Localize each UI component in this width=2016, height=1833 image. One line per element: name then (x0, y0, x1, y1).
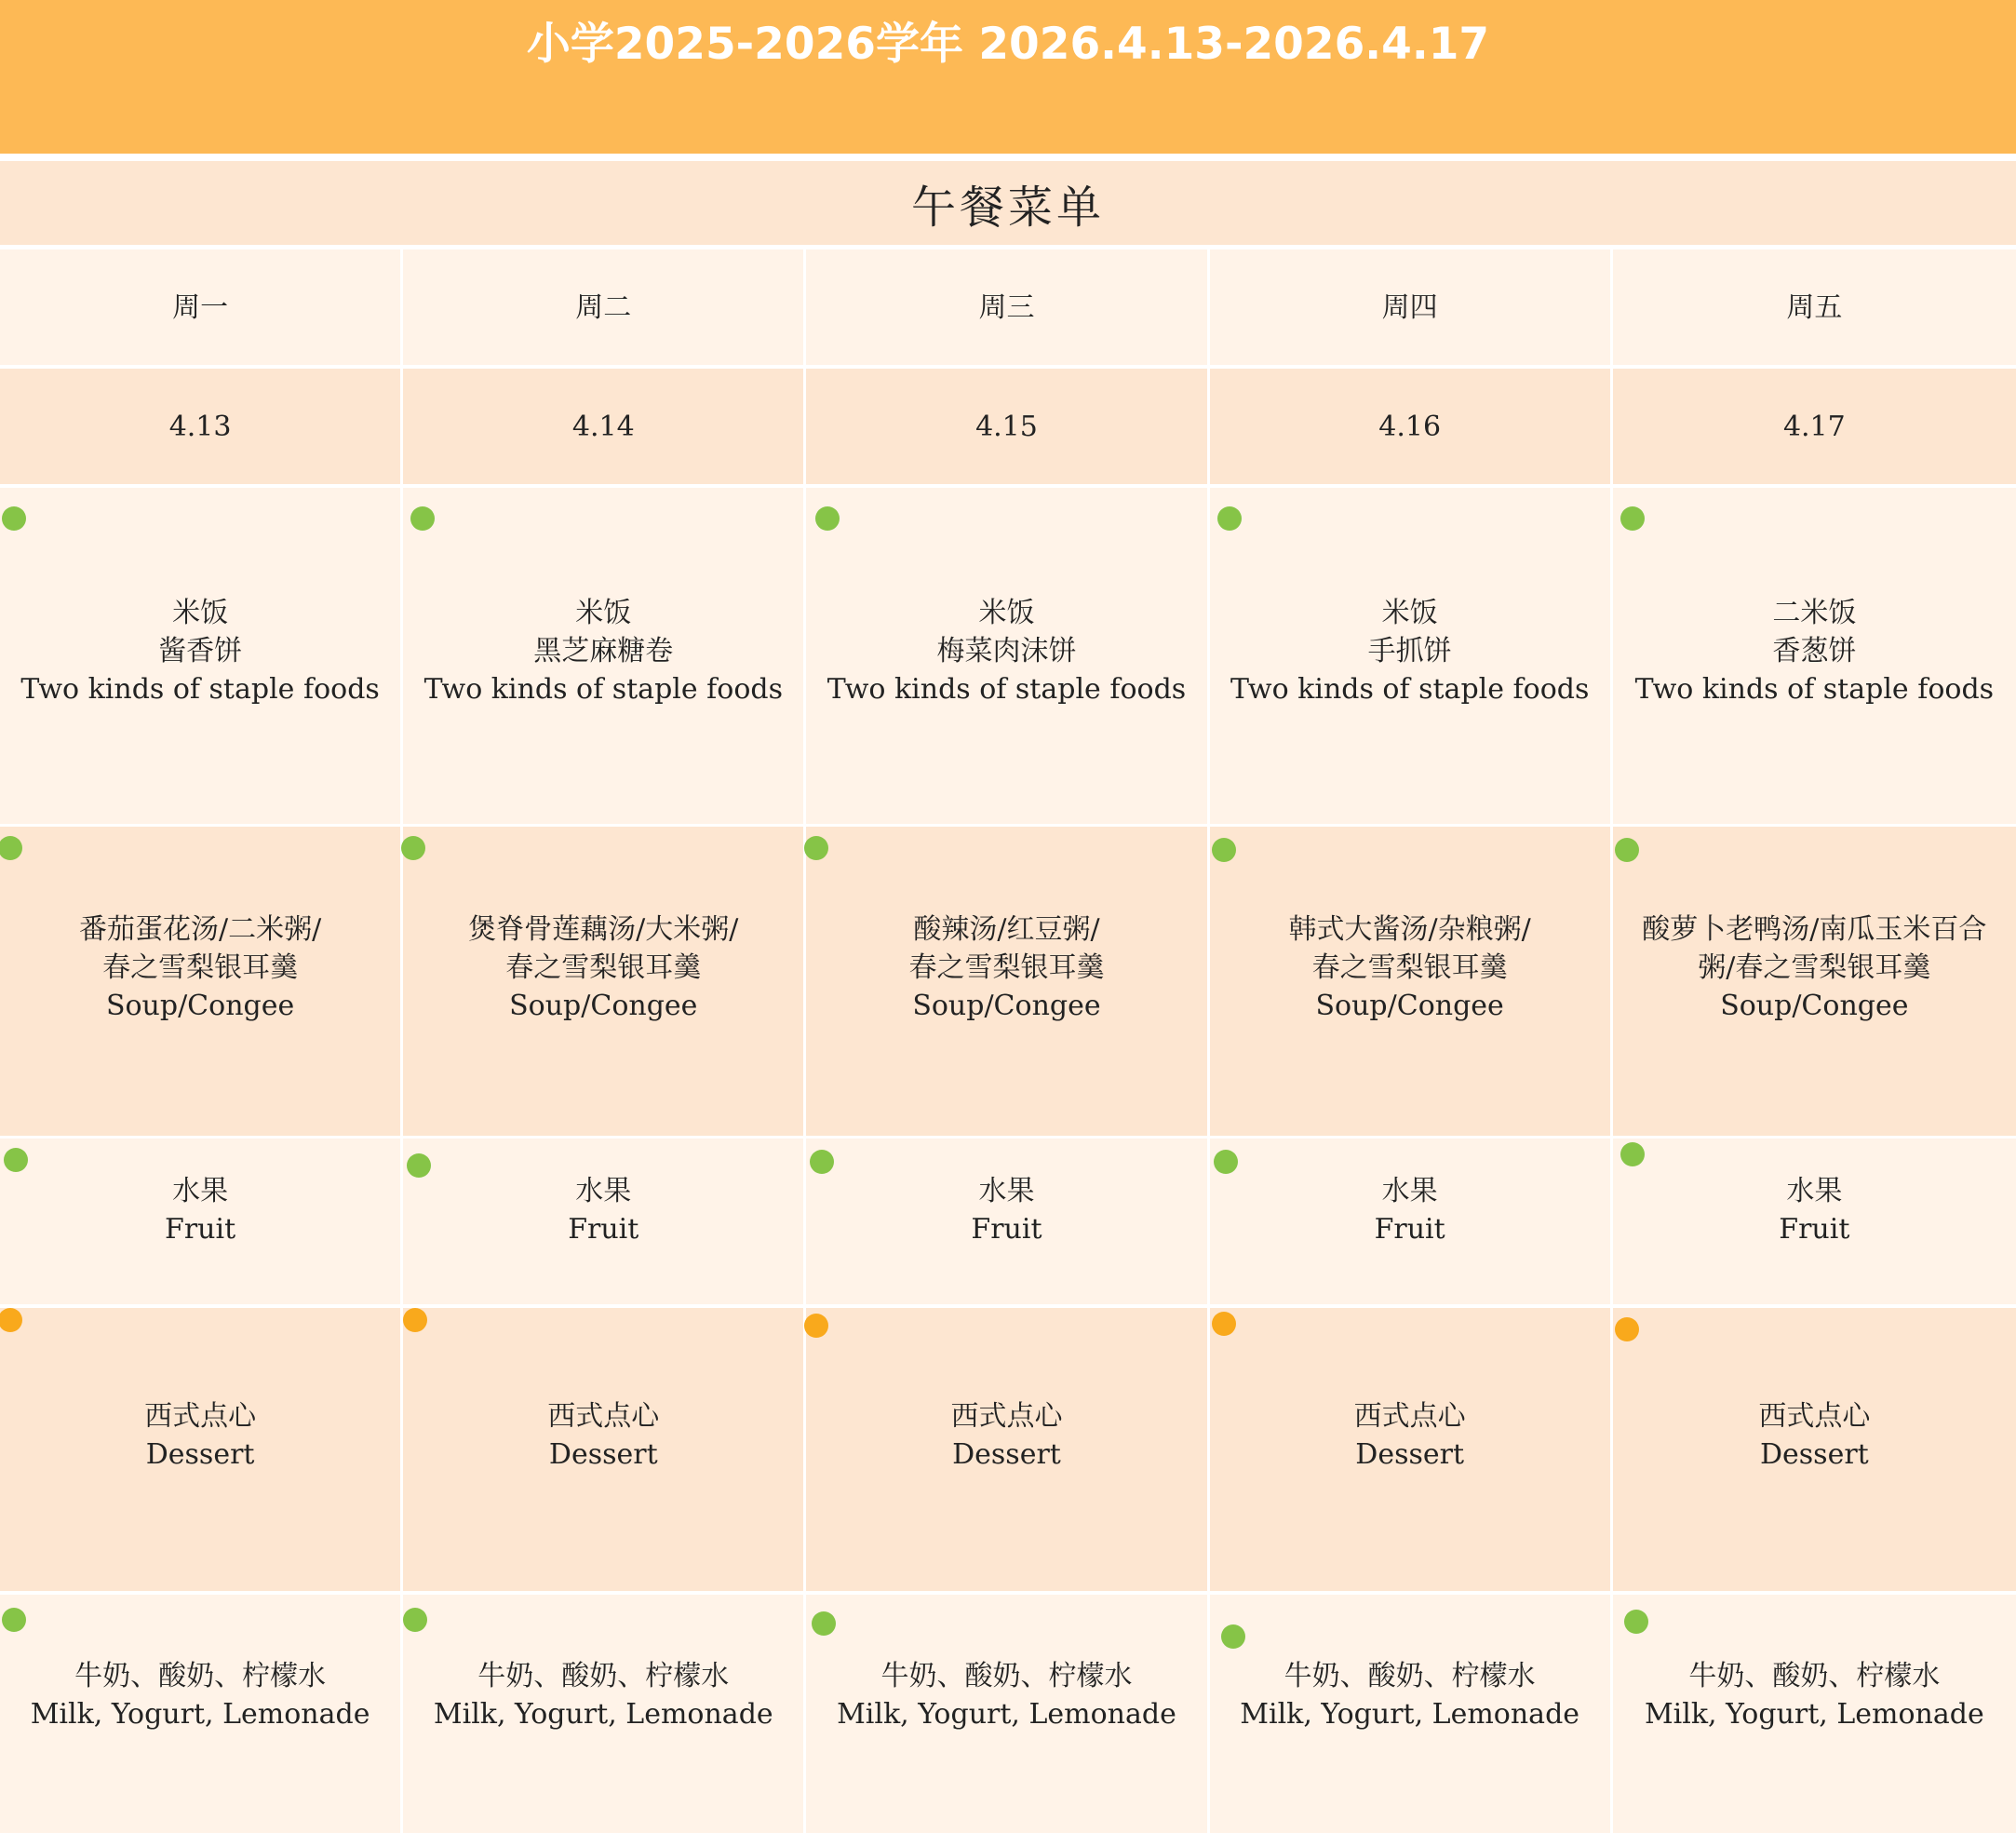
dish-english: Soup/Congee (1720, 989, 1909, 1022)
green-dot-icon (1217, 506, 1242, 531)
dish-text (424, 594, 783, 708)
date-cell (806, 369, 1209, 484)
dish-name: 酱香饼 (158, 635, 243, 667)
dish-name: 牛奶、酸奶、柠檬水 (74, 1660, 327, 1692)
fruit-cell (403, 1139, 806, 1304)
dish-english: Soup/Congee (912, 989, 1101, 1022)
drinks-cell (0, 1595, 403, 1833)
orange-dot-icon (1615, 1317, 1639, 1341)
green-dot-icon (1214, 1150, 1238, 1174)
date-cell (0, 369, 403, 484)
dish-text (547, 1397, 659, 1474)
dish-text (144, 1397, 256, 1474)
dish-name: 西式点心 (1353, 1400, 1466, 1433)
dish-name: 梅菜肉沫饼 (936, 635, 1077, 667)
dish-text (1645, 1657, 1984, 1733)
green-dot-icon (407, 1153, 431, 1178)
header-banner (0, 0, 2016, 154)
dish-text (1375, 1172, 1445, 1248)
dish-name: 牛奶、酸奶、柠檬水 (1284, 1660, 1536, 1692)
dish-text (971, 1172, 1042, 1248)
dish-text (950, 1397, 1062, 1474)
day-header-row (0, 249, 2016, 365)
date-cell (1613, 369, 2016, 484)
dish-english: Milk, Yogurt, Lemonade (1240, 1698, 1580, 1731)
green-dot-icon (1620, 1142, 1645, 1166)
dish-text (1642, 910, 1986, 1025)
staple-row (0, 488, 2016, 824)
dish-english: Soup/Congee (105, 989, 295, 1022)
dish-english: Dessert (1759, 1438, 1869, 1471)
green-dot-icon (401, 836, 425, 860)
green-dot-icon (0, 836, 22, 860)
dish-name: 手抓饼 (1367, 635, 1452, 667)
dish-english: Dessert (952, 1438, 1061, 1471)
dish-text (827, 594, 1186, 708)
day-label: 周五 (1786, 290, 1843, 324)
staple-cell (403, 488, 806, 824)
dish-name: 牛奶、酸奶、柠檬水 (1688, 1660, 1941, 1692)
dish-english: Soup/Congee (509, 989, 698, 1022)
dish-name: 水果 (575, 1174, 632, 1207)
dish-text (79, 910, 321, 1025)
dish-name: 水果 (978, 1174, 1035, 1207)
drinks-cell (1210, 1595, 1613, 1833)
dish-text (1635, 594, 1994, 708)
dish-text (568, 1172, 638, 1248)
dish-text (468, 910, 738, 1025)
fruit-cell (1613, 1139, 2016, 1304)
dish-text (1758, 1397, 1870, 1474)
fruit-cell (0, 1139, 403, 1304)
soup-cell (403, 827, 806, 1136)
dish-english: Milk, Yogurt, Lemonade (30, 1698, 370, 1731)
dish-name: 番茄蛋花汤/二米粥/ (78, 912, 322, 946)
dish-name: 牛奶、酸奶、柠檬水 (477, 1660, 730, 1692)
orange-dot-icon (1212, 1312, 1236, 1336)
dessert-cell (1210, 1308, 1613, 1591)
green-dot-icon (403, 1608, 427, 1632)
dish-english: Milk, Yogurt, Lemonade (837, 1698, 1176, 1731)
date-label: 4.15 (975, 410, 1038, 443)
drinks-cell (403, 1595, 806, 1833)
green-dot-icon (4, 1148, 28, 1172)
green-dot-icon (2, 506, 26, 531)
dish-text (908, 910, 1104, 1025)
dish-english: Two kinds of staple foods (423, 673, 783, 706)
dish-name: 米饭 (172, 597, 229, 629)
dessert-cell (806, 1308, 1209, 1591)
dish-text (165, 1172, 235, 1248)
drinks-cell (806, 1595, 1209, 1833)
soup-cell (1613, 827, 2016, 1136)
dish-name: 春之雪梨银耳羹 (908, 950, 1105, 984)
day-label: 周三 (978, 290, 1035, 324)
date-row (0, 369, 2016, 484)
staple-cell (1613, 488, 2016, 824)
page-title: 小学2025-2026学年 2026.4.13-2026.4.17 (526, 19, 1490, 70)
date-label: 4.14 (571, 410, 635, 443)
dish-english: Fruit (165, 1212, 236, 1246)
soup-cell (0, 827, 403, 1136)
drinks-row (0, 1595, 2016, 1833)
date-label: 4.16 (1378, 410, 1442, 443)
dish-english: Two kinds of staple foods (1230, 673, 1590, 706)
dish-name: 酸萝卜老鸭汤/南瓜玉米百合 (1642, 912, 1987, 946)
dish-english: Milk, Yogurt, Lemonade (433, 1698, 773, 1731)
staple-cell (0, 488, 403, 824)
dessert-cell (1613, 1308, 2016, 1591)
fruit-cell (1210, 1139, 1613, 1304)
dish-english: Two kinds of staple foods (20, 673, 380, 706)
dish-text (1289, 910, 1531, 1025)
dish-name: 米饭 (575, 597, 632, 629)
dish-name: 西式点心 (547, 1400, 660, 1433)
date-label: 4.13 (168, 410, 232, 443)
green-dot-icon (410, 506, 435, 531)
dish-name: 水果 (172, 1174, 229, 1207)
dish-english: Fruit (971, 1212, 1042, 1246)
dessert-cell (0, 1308, 403, 1591)
green-dot-icon (812, 1611, 836, 1636)
dish-name: 水果 (1786, 1174, 1843, 1207)
orange-dot-icon (0, 1308, 22, 1332)
dish-text (20, 594, 379, 708)
dish-text (434, 1657, 773, 1733)
day-label: 周四 (1381, 290, 1438, 324)
dish-name: 黑芝麻糖卷 (533, 635, 674, 667)
day-cell (403, 249, 806, 365)
soup-row (0, 827, 2016, 1136)
dish-text (837, 1657, 1176, 1733)
dish-english: Fruit (1779, 1212, 1850, 1246)
orange-dot-icon (403, 1308, 427, 1332)
dish-name: 韩式大酱汤/杂粮粥/ (1288, 912, 1531, 946)
fruit-row (0, 1139, 2016, 1304)
dish-english: Dessert (1355, 1438, 1465, 1471)
dish-name: 牛奶、酸奶、柠檬水 (880, 1660, 1133, 1692)
dessert-row (0, 1308, 2016, 1591)
orange-dot-icon (804, 1314, 828, 1338)
dish-name: 西式点心 (144, 1400, 257, 1433)
green-dot-icon (2, 1608, 26, 1632)
fruit-cell (806, 1139, 1209, 1304)
dish-english: Two kinds of staple foods (827, 673, 1187, 706)
green-dot-icon (804, 836, 828, 860)
dish-english: Two kinds of staple foods (1634, 673, 1995, 706)
dish-name: 春之雪梨银耳羹 (102, 950, 299, 984)
day-cell (806, 249, 1209, 365)
soup-cell (1210, 827, 1613, 1136)
dish-english: Dessert (548, 1438, 658, 1471)
date-cell (1210, 369, 1613, 484)
dish-name: 西式点心 (1758, 1400, 1871, 1433)
dish-english: Fruit (1374, 1212, 1445, 1246)
date-label: 4.17 (1782, 410, 1846, 443)
dish-english: Milk, Yogurt, Lemonade (1644, 1698, 1984, 1731)
green-dot-icon (1620, 506, 1645, 531)
dish-text (1779, 1172, 1849, 1248)
day-cell (0, 249, 403, 365)
drinks-cell (1613, 1595, 2016, 1833)
date-cell (403, 369, 806, 484)
dish-name: 水果 (1381, 1174, 1438, 1207)
dish-name: 酸辣汤/红豆粥/ (913, 912, 1100, 946)
day-cell (1210, 249, 1613, 365)
dessert-cell (403, 1308, 806, 1591)
dish-name: 二米饭 (1772, 597, 1857, 629)
green-dot-icon (815, 506, 840, 531)
dish-text (1240, 1657, 1579, 1733)
dish-name: 春之雪梨银耳羹 (505, 950, 702, 984)
dish-name: 煲脊骨莲藕汤/大米粥/ (468, 912, 739, 946)
green-dot-icon (1615, 838, 1639, 862)
dish-name: 米饭 (978, 597, 1035, 629)
day-cell (1613, 249, 2016, 365)
menu-subtitle: 午餐菜单 (910, 181, 1105, 234)
green-dot-icon (810, 1150, 834, 1174)
dish-name: 春之雪梨银耳羹 (1311, 950, 1508, 984)
dish-english: Fruit (568, 1212, 639, 1246)
dish-name: 西式点心 (950, 1400, 1063, 1433)
green-dot-icon (1212, 838, 1236, 862)
dish-name: 米饭 (1381, 597, 1438, 629)
menu-subtitle-band (0, 161, 2016, 245)
dish-english: Soup/Congee (1315, 989, 1504, 1022)
dish-name: 香葱饼 (1772, 635, 1857, 667)
dish-text (31, 1657, 370, 1733)
dish-text (1354, 1397, 1466, 1474)
soup-cell (806, 827, 1209, 1136)
dish-english: Dessert (145, 1438, 255, 1471)
dish-text (1230, 594, 1589, 708)
day-label: 周二 (575, 290, 632, 324)
green-dot-icon (1221, 1624, 1245, 1649)
staple-cell (806, 488, 1209, 824)
green-dot-icon (1624, 1610, 1648, 1634)
staple-cell (1210, 488, 1613, 824)
dish-name: 粥/春之雪梨银耳羹 (1698, 950, 1931, 984)
day-label: 周一 (172, 290, 229, 324)
